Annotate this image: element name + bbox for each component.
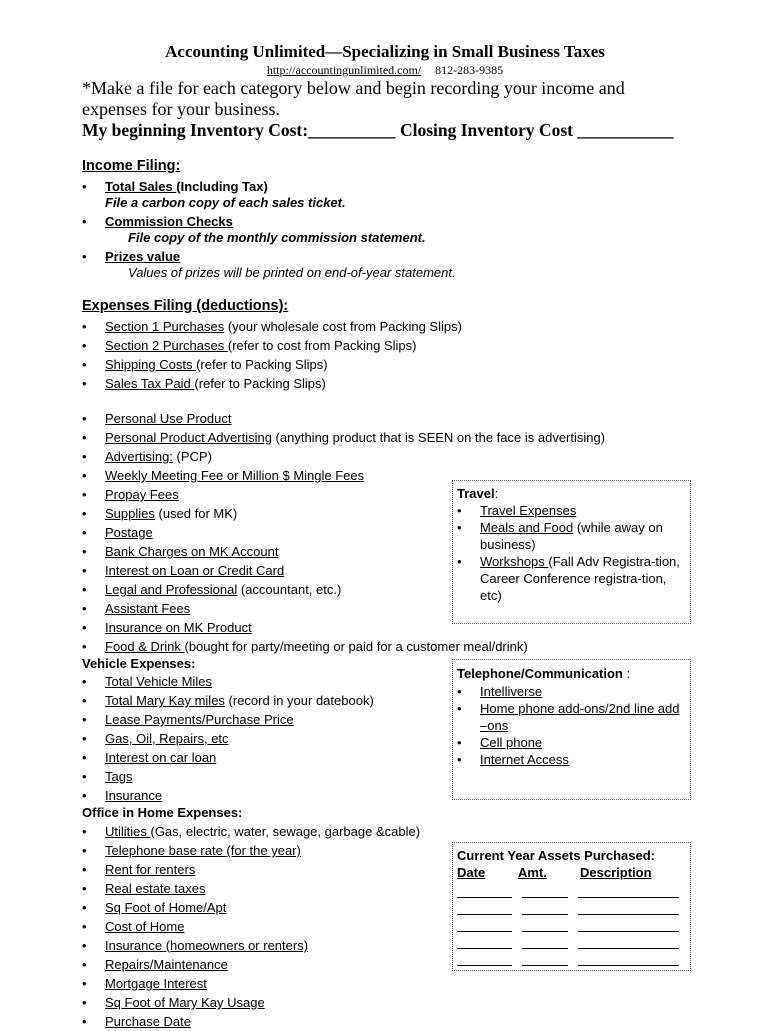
- expense-item: • Shipping Costs (refer to Packing Slips): [82, 355, 462, 374]
- income-item: • Total Sales (Including Tax): [82, 177, 456, 196]
- travel-item: • Meals and Food (while away on business): [457, 519, 686, 553]
- income-section: [82, 177, 456, 282]
- expense-item: • Supplies (used for MK): [82, 504, 605, 523]
- telephone-item: • Cell phone: [457, 734, 686, 751]
- expense-item: • Advertising: (PCP): [82, 447, 605, 466]
- assets-blank-row[interactable]: [457, 949, 686, 966]
- expense-item: • Section 1 Purchases (your wholesale cost from Packing Slips): [82, 317, 462, 336]
- assets-heading: Current Year Assets Purchased:: [457, 848, 655, 863]
- page-title: Accounting Unlimited—Specializing in Small Business Taxes: [165, 42, 605, 61]
- website-link[interactable]: http://accountingunlimited.com/: [266, 63, 422, 77]
- expense-item: • Bank Charges on MK Account: [82, 542, 605, 561]
- inventory-line: [82, 120, 674, 141]
- income-detail: File copy of the monthly commission statement.: [128, 230, 426, 245]
- office-item: • Repairs/Maintenance: [82, 955, 420, 974]
- telephone-item: • Intelliverse: [457, 683, 686, 700]
- office-heading: Office in Home Expenses:: [82, 805, 243, 820]
- contact-line: [0, 63, 770, 78]
- vehicle-item: • Gas, Oil, Repairs, etc: [82, 729, 374, 748]
- expense-item: • Personal Use Product: [82, 409, 605, 428]
- assets-col-amt: Amt.: [518, 865, 547, 880]
- vehicle-item: • Total Vehicle Miles: [82, 672, 374, 691]
- office-item: • Sq Foot of Mary Kay Usage: [82, 993, 420, 1012]
- expense-item: • Legal and Professional (accountant, etc.): [82, 580, 605, 599]
- travel-heading: Travel:: [457, 486, 499, 501]
- vehicle-heading: Vehicle Expenses:: [82, 656, 196, 671]
- expense-item: • Interest on Loan or Credit Card: [82, 561, 605, 580]
- income-heading: Income Filing:: [82, 158, 181, 174]
- office-item: • Real estate taxes: [82, 879, 420, 898]
- assets-col-desc: Description: [580, 865, 652, 880]
- income-detail: Values of prizes will be printed on end-of-year statement.: [128, 265, 456, 280]
- office-item: • Insurance (homeowners or renters): [82, 936, 420, 955]
- office-item: • Utilities (Gas, electric, water, sewage, garbage &cable): [82, 822, 420, 841]
- assets-blank-rows: [457, 881, 686, 966]
- vehicle-section: [82, 672, 374, 805]
- income-detail: File a carbon copy of each sales ticket.: [105, 195, 346, 210]
- expense-item: • Personal Product Advertising (anything product that is SEEN on the face is advertising): [82, 428, 605, 447]
- expense-item: • Section 2 Purchases (refer to cost from Packing Slips): [82, 336, 462, 355]
- expense-item: • Postage: [82, 523, 605, 542]
- vehicle-item: • Tags: [82, 767, 374, 786]
- telephone-box: [452, 659, 691, 800]
- expense-item: • Insurance on MK Product: [82, 618, 605, 637]
- assets-col-date: Date: [457, 865, 486, 880]
- phone-number: 812-283-9385: [435, 63, 504, 77]
- travel-item: • Workshops (Fall Adv Registra-tion, Career Conference registra-tion, etc): [457, 553, 686, 604]
- telephone-heading: Telephone/Communication :: [457, 666, 631, 681]
- office-item: • Sq Foot of Home/Apt: [82, 898, 420, 917]
- closing-inventory: Closing Inventory Cost ___________: [399, 120, 674, 140]
- vehicle-item: • Insurance: [82, 786, 374, 805]
- office-item: • Mortgage Interest: [82, 974, 420, 993]
- expenses-group-1: [82, 317, 462, 393]
- travel-item: • Travel Expenses: [457, 502, 686, 519]
- vehicle-item: • Total Mary Kay miles (record in your datebook): [82, 691, 374, 710]
- beginning-inventory: My beginning Inventory Cost:__________: [82, 120, 396, 140]
- office-item: • Cost of Home: [82, 917, 420, 936]
- expense-item: • Sales Tax Paid (refer to Packing Slips): [82, 374, 462, 393]
- telephone-item: • Home phone add-ons/2nd line add –ons: [457, 700, 686, 734]
- expenses-heading: Expenses Filing (deductions):: [82, 298, 289, 314]
- vehicle-item: • Lease Payments/Purchase Price: [82, 710, 374, 729]
- intro-text: *Make a file for each category below and begin recording your income and expenses for your business.: [82, 78, 625, 119]
- office-item: • Rent for renters: [82, 860, 420, 879]
- expense-item: • Propay Fees: [82, 485, 605, 504]
- assets-blank-row[interactable]: [457, 881, 686, 898]
- expense-item: • Weekly Meeting Fee or Million $ Mingle Fees: [82, 466, 605, 485]
- assets-blank-row[interactable]: [457, 932, 686, 949]
- assets-blank-row[interactable]: [457, 898, 686, 915]
- income-item: • Prizes value: [82, 247, 456, 266]
- travel-box: [452, 480, 691, 624]
- expense-item: • Assistant Fees: [82, 599, 605, 618]
- assets-box: [452, 842, 691, 971]
- office-item: • Purchase Date: [82, 1012, 420, 1031]
- telephone-item: • Internet Access: [457, 751, 686, 768]
- income-item: • Commission Checks: [82, 212, 456, 231]
- assets-blank-row[interactable]: [457, 915, 686, 932]
- office-item: • Telephone base rate (for the year): [82, 841, 420, 860]
- office-section: [82, 822, 420, 1031]
- assets-header-row: [457, 864, 686, 881]
- expense-item: • Food & Drink (bought for party/meeting or paid for a customer meal/drink): [82, 637, 605, 656]
- vehicle-item: • Interest on car loan: [82, 748, 374, 767]
